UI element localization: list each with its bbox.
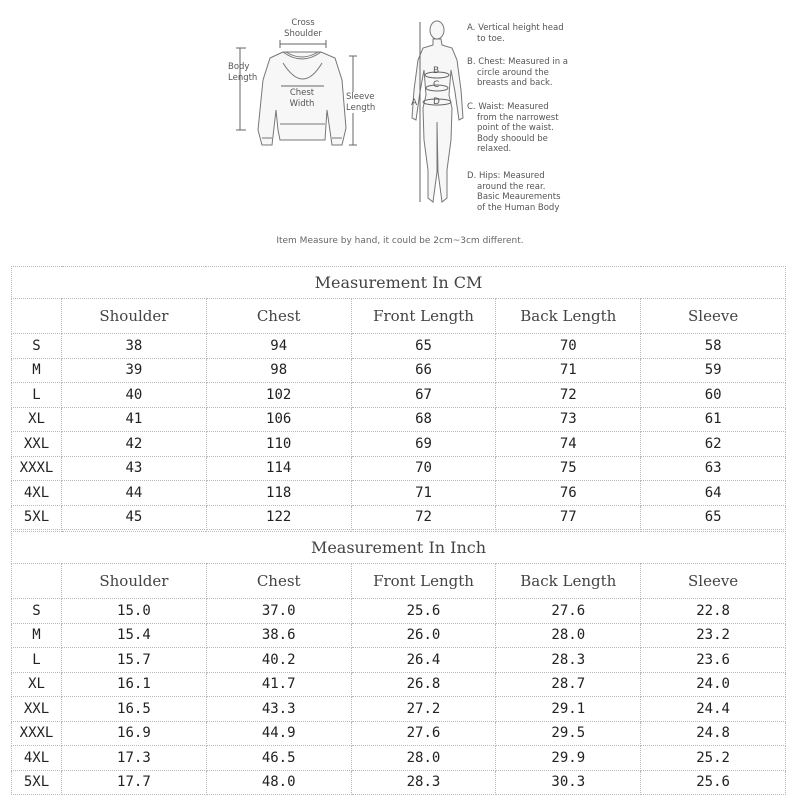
marker-d: D: [433, 97, 440, 107]
measurement-cell: 27.6: [351, 721, 496, 746]
size-label-cell: 4XL: [12, 481, 62, 506]
measurement-cell: 65: [641, 505, 786, 530]
column-header: Shoulder: [62, 299, 207, 334]
measurement-cell: 29.1: [496, 697, 641, 722]
measurement-cell: 114: [206, 456, 351, 481]
measurement-cell: 16.5: [62, 697, 207, 722]
measurement-cell: 28.0: [351, 746, 496, 771]
measurement-cell: 61: [641, 407, 786, 432]
measurement-cell: 24.4: [641, 697, 786, 722]
size-label-cell: M: [12, 358, 62, 383]
chest-width-label: Chest Width: [289, 88, 315, 109]
measurement-cell: 70: [496, 334, 641, 359]
measurement-cell: 38.6: [206, 623, 351, 648]
column-header: Chest: [206, 564, 351, 599]
measurement-cell: 28.3: [496, 648, 641, 673]
measurement-cell: 29.5: [496, 721, 641, 746]
measurement-cell: 59: [641, 358, 786, 383]
table-row: [12, 770, 786, 795]
measurement-cell: 29.9: [496, 746, 641, 771]
measurement-cell: 45: [62, 505, 207, 530]
table-row: [12, 648, 786, 673]
measurement-cell: 75: [496, 456, 641, 481]
table-row: [12, 334, 786, 359]
measurement-cell: 16.1: [62, 672, 207, 697]
measurement-cell: 72: [351, 505, 496, 530]
size-label-cell: XXXL: [12, 721, 62, 746]
measurement-cell: 28.7: [496, 672, 641, 697]
table-header-row: [12, 299, 786, 334]
measurement-cell: 62: [641, 432, 786, 457]
size-label-cell: XL: [12, 407, 62, 432]
column-header: Front Length: [351, 299, 496, 334]
measurement-cell: 25.2: [641, 746, 786, 771]
measurement-cell: 26.0: [351, 623, 496, 648]
measurement-cell: 69: [351, 432, 496, 457]
measurement-cell: 67: [351, 383, 496, 408]
measurement-cell: 110: [206, 432, 351, 457]
size-label-cell: XXL: [12, 432, 62, 457]
measurement-cell: 16.9: [62, 721, 207, 746]
measurement-cell: 68: [351, 407, 496, 432]
measurement-cell: 23.2: [641, 623, 786, 648]
measurement-cell: 38: [62, 334, 207, 359]
measurement-cell: 65: [351, 334, 496, 359]
table-row: [12, 432, 786, 457]
size-label-cell: M: [12, 623, 62, 648]
measurement-cell: 48.0: [206, 770, 351, 795]
table-row: [12, 721, 786, 746]
table-row: [12, 358, 786, 383]
table-row: [12, 623, 786, 648]
measurement-cell: 24.0: [641, 672, 786, 697]
table-row: [12, 481, 786, 506]
measurement-cell: 74: [496, 432, 641, 457]
table-row: [12, 672, 786, 697]
measurement-cell: 15.4: [62, 623, 207, 648]
marker-a: A: [411, 98, 418, 108]
measurement-cell: 77: [496, 505, 641, 530]
measurement-cell: 71: [496, 358, 641, 383]
column-header: [12, 299, 62, 334]
table-row: [12, 599, 786, 624]
garment-and-body-illustration: [0, 0, 800, 255]
size-label-cell: L: [12, 648, 62, 673]
definition-b: B. Chest: Measured in a circle around the breasts and back.: [467, 57, 568, 88]
sleeve-length-label: Sleeve Length: [346, 92, 376, 113]
measurement-cell: 17.7: [62, 770, 207, 795]
measurement-cell: 26.4: [351, 648, 496, 673]
measurement-cell: 64: [641, 481, 786, 506]
measurement-cell: 41.7: [206, 672, 351, 697]
cm-size-table: [11, 266, 786, 530]
measurement-cell: 106: [206, 407, 351, 432]
body-length-label: Body Length: [228, 62, 258, 83]
column-header: [12, 564, 62, 599]
cross-shoulder-label: Cross Shoulder: [284, 18, 322, 39]
measurement-cell: 43: [62, 456, 207, 481]
column-header: Back Length: [496, 299, 641, 334]
measurement-diagram: [0, 0, 800, 255]
definition-d: D. Hips: Measured around the rear. Basic Meaurements of the Human Body: [467, 171, 561, 213]
measurement-cell: 94: [206, 334, 351, 359]
size-label-cell: S: [12, 334, 62, 359]
table-row: [12, 746, 786, 771]
measurement-cell: 15.0: [62, 599, 207, 624]
measurement-cell: 43.3: [206, 697, 351, 722]
definition-a: A. Vertical height head to toe.: [467, 23, 564, 44]
measurement-cell: 39: [62, 358, 207, 383]
column-header: Front Length: [351, 564, 496, 599]
table-row: [12, 407, 786, 432]
marker-b: B: [433, 66, 440, 76]
measurement-cell: 15.7: [62, 648, 207, 673]
measurement-cell: 24.8: [641, 721, 786, 746]
definition-c: C. Waist: Measured from the narrowest point of the waist. Body shoould be relaxed.: [467, 102, 559, 154]
measurement-cell: 26.8: [351, 672, 496, 697]
measurement-cell: 58: [641, 334, 786, 359]
size-label-cell: 5XL: [12, 770, 62, 795]
measurement-cell: 37.0: [206, 599, 351, 624]
column-header: Sleeve: [641, 564, 786, 599]
table-row: [12, 456, 786, 481]
measurement-cell: 98: [206, 358, 351, 383]
measurement-cell: 42: [62, 432, 207, 457]
table-header-row: [12, 564, 786, 599]
size-label-cell: XXL: [12, 697, 62, 722]
measurement-cell: 66: [351, 358, 496, 383]
measurement-cell: 118: [206, 481, 351, 506]
size-label-cell: 5XL: [12, 505, 62, 530]
measurement-cell: 70: [351, 456, 496, 481]
size-label-cell: XL: [12, 672, 62, 697]
measurement-cell: 44: [62, 481, 207, 506]
measurement-cell: 17.3: [62, 746, 207, 771]
measurement-cell: 71: [351, 481, 496, 506]
table-row: [12, 505, 786, 530]
measurement-cell: 25.6: [351, 599, 496, 624]
size-label-cell: L: [12, 383, 62, 408]
measurement-cell: 40.2: [206, 648, 351, 673]
size-label-cell: 4XL: [12, 746, 62, 771]
size-label-cell: S: [12, 599, 62, 624]
measurement-cell: 28.0: [496, 623, 641, 648]
measurement-cell: 102: [206, 383, 351, 408]
measurement-cell: 60: [641, 383, 786, 408]
measurement-cell: 40: [62, 383, 207, 408]
measure-note: Item Measure by hand, it could be 2cm~3cm different.: [276, 236, 524, 246]
measurement-cell: 22.8: [641, 599, 786, 624]
column-header: Chest: [206, 299, 351, 334]
table-row: [12, 697, 786, 722]
measurement-cell: 27.2: [351, 697, 496, 722]
measurement-cell: 25.6: [641, 770, 786, 795]
measurement-cell: 46.5: [206, 746, 351, 771]
measurement-cell: 27.6: [496, 599, 641, 624]
inch-size-table: [11, 531, 786, 795]
table-title: Measurement In Inch: [12, 532, 786, 564]
column-header: Shoulder: [62, 564, 207, 599]
measurement-cell: 73: [496, 407, 641, 432]
measurement-cell: 41: [62, 407, 207, 432]
measurement-cell: 122: [206, 505, 351, 530]
measurement-cell: 72: [496, 383, 641, 408]
table-title: Measurement In CM: [12, 267, 786, 299]
measurement-cell: 30.3: [496, 770, 641, 795]
marker-c: C: [433, 80, 440, 90]
measurement-cell: 44.9: [206, 721, 351, 746]
column-header: Back Length: [496, 564, 641, 599]
table-row: [12, 383, 786, 408]
measurement-cell: 28.3: [351, 770, 496, 795]
measurement-cell: 63: [641, 456, 786, 481]
column-header: Sleeve: [641, 299, 786, 334]
measurement-cell: 76: [496, 481, 641, 506]
measurement-cell: 23.6: [641, 648, 786, 673]
size-label-cell: XXXL: [12, 456, 62, 481]
